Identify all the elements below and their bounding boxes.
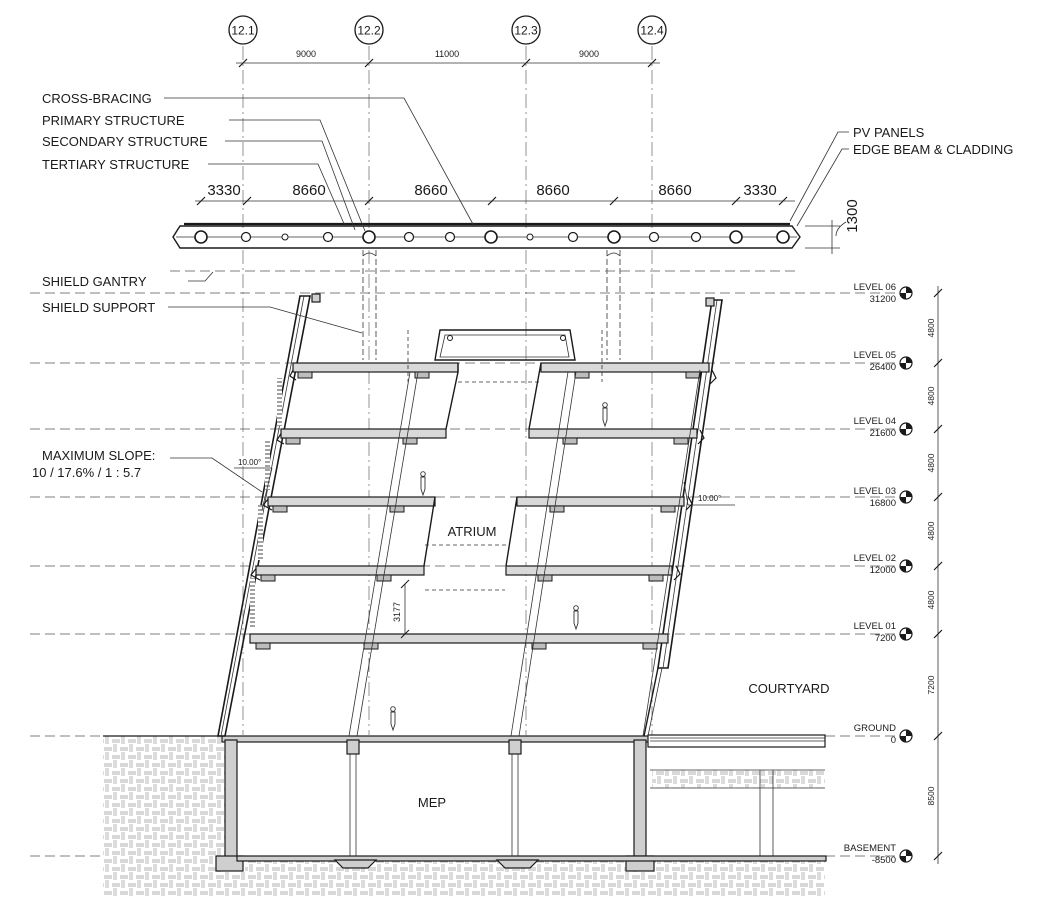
left-facade xyxy=(218,294,320,736)
gridline-label: 12.3 xyxy=(514,23,538,38)
annotation-label: TERTIARY STRUCTURE xyxy=(42,157,190,172)
gridline-bubble-12-1 xyxy=(229,16,257,44)
dimension-text: 7200 xyxy=(926,675,936,695)
annotation-edge-beam xyxy=(797,142,1013,226)
annotation-label: PRIMARY STRUCTURE xyxy=(42,113,185,128)
level-markers xyxy=(844,282,912,866)
level-height-dimension xyxy=(926,286,942,864)
dimension-text: 4800 xyxy=(926,386,936,406)
room-label-mep: MEP xyxy=(417,795,447,810)
level-marker-ground xyxy=(854,723,912,746)
annotation-primary-structure xyxy=(42,113,365,231)
annotation-label: SHIELD GANTRY xyxy=(42,274,147,289)
dimension-text: 9000 xyxy=(295,49,317,59)
dimension-text: 8660 xyxy=(292,182,326,199)
dimension-text: 11000 xyxy=(434,49,460,59)
annotation-label: PV PANELS xyxy=(853,125,925,140)
gridline-label: 12.4 xyxy=(640,23,664,38)
dimension-text: 4800 xyxy=(926,453,936,473)
gridline-bubble-12-3 xyxy=(512,16,540,44)
level-elevation: 16800 xyxy=(869,498,896,509)
level-elevation: 21600 xyxy=(869,428,896,439)
floor-slabs xyxy=(250,363,709,649)
annotation-label: SECONDARY STRUCTURE xyxy=(42,134,208,149)
dimension-text: 4800 xyxy=(926,318,936,338)
level-marker-basement xyxy=(844,843,912,866)
level-elevation: 26400 xyxy=(869,362,896,373)
annotation-label: EDGE BEAM & CLADDING xyxy=(853,142,1014,157)
level-name: LEVEL 03 xyxy=(853,486,896,497)
level-marker-02 xyxy=(854,553,912,576)
level-name: LEVEL 04 xyxy=(853,416,896,427)
level-name: LEVEL 02 xyxy=(853,553,896,564)
roof-depth-dimension xyxy=(805,199,861,254)
room-label-courtyard: COURTYARD xyxy=(748,681,830,696)
dimension-text: 3177 xyxy=(392,601,402,623)
level-marker-04 xyxy=(854,416,912,439)
level-name: LEVEL 05 xyxy=(853,350,896,361)
leaning-columns xyxy=(349,370,700,736)
dimension-text: 1300 xyxy=(844,199,861,233)
angle-text: 10.00° xyxy=(238,458,262,467)
gridlines xyxy=(243,46,652,735)
annotation-maximum-slope xyxy=(32,448,262,492)
level-name: BASEMENT xyxy=(843,843,896,854)
gridline-bubble-12-2 xyxy=(355,16,383,44)
level-marker-03 xyxy=(854,486,912,509)
level-marker-01 xyxy=(854,621,912,644)
level-marker-05 xyxy=(854,350,912,373)
annotation-label: CROSS-BRACING xyxy=(42,91,152,106)
roof-spacing-dimension xyxy=(195,182,795,205)
dimension-text: 8660 xyxy=(414,182,448,199)
room-label-atrium: ATRIUM xyxy=(447,524,497,539)
level-name: GROUND xyxy=(853,723,896,734)
gridline-label: 12.1 xyxy=(231,23,255,38)
gridline-bubble-12-4 xyxy=(638,16,666,44)
dimension-text: 4800 xyxy=(926,590,936,610)
gridline-label: 12.2 xyxy=(357,23,381,38)
annotation-shield-support xyxy=(42,300,362,333)
dimension-text: 3330 xyxy=(743,182,777,199)
dimension-text: 4800 xyxy=(926,521,936,541)
level-elevation: 0 xyxy=(890,735,896,746)
level-name: LEVEL 01 xyxy=(853,621,896,632)
annotation-shield-gantry xyxy=(42,272,213,289)
level-elevation: 7200 xyxy=(874,633,896,644)
annotation-label: SHIELD SUPPORT xyxy=(42,300,156,315)
level-elevation: 31200 xyxy=(869,294,896,305)
earth-fill xyxy=(103,736,825,896)
clear-height-dimension xyxy=(392,580,409,638)
gridline-bubbles xyxy=(229,16,666,44)
dimension-text: 8500 xyxy=(926,786,936,806)
level-name: LEVEL 06 xyxy=(853,282,896,293)
dimension-text: 3330 xyxy=(207,182,241,199)
dimension-text: 9000 xyxy=(578,49,600,59)
annotation-label: MAXIMUM SLOPE: xyxy=(42,448,156,463)
dimension-text: 8660 xyxy=(536,182,570,199)
level-marker-06 xyxy=(854,282,912,305)
annotation-label: 10 / 17.6% / 1 : 5.7 xyxy=(32,465,142,480)
level-elevation: -8500 xyxy=(871,855,896,866)
dimension-text: 8660 xyxy=(658,182,692,199)
angle-text: 10.00° xyxy=(698,494,722,503)
grid-spacing-dimension xyxy=(236,49,660,67)
level-elevation: 12000 xyxy=(869,565,896,576)
